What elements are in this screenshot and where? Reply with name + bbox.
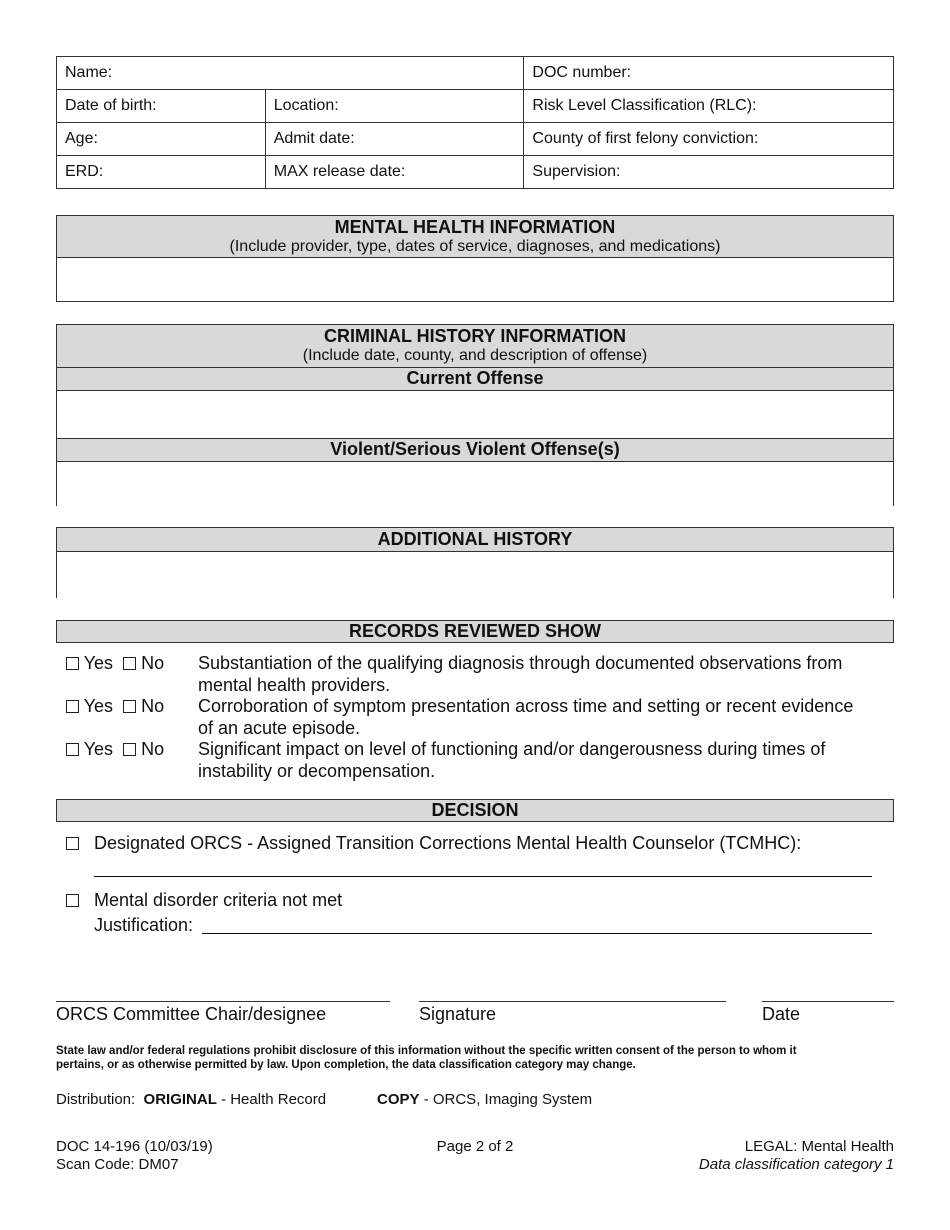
- erd-field[interactable]: ERD:: [57, 156, 266, 189]
- not-met-checkbox[interactable]: [66, 894, 79, 907]
- data-classification: Data classification category 1: [698, 1156, 894, 1173]
- criterion-text: [198, 695, 888, 739]
- page-number: Page 2 of 2: [436, 1138, 514, 1155]
- no-checkbox[interactable]: [123, 700, 136, 713]
- county-field[interactable]: County of first felony conviction:: [524, 123, 894, 156]
- dob-field[interactable]: Date of birth:: [57, 90, 266, 123]
- distribution-line: [56, 1091, 326, 1108]
- legal-category: LEGAL: Mental Health: [744, 1138, 894, 1155]
- criminal-history-subtitle: (Include date, county, and description of offense): [302, 347, 648, 364]
- criterion-text: [198, 738, 888, 782]
- chair-signature-line[interactable]: [56, 1001, 390, 1002]
- supervision-field[interactable]: Supervision:: [524, 156, 894, 189]
- mental-health-subtitle: (Include provider, type, dates of service, diagnoses, and medications): [229, 238, 721, 255]
- yes-checkbox[interactable]: [66, 743, 79, 756]
- distribution-original: ORIGINAL: [143, 1091, 217, 1108]
- additional-history-title: ADDITIONAL HISTORY: [57, 528, 893, 552]
- violent-offense-input[interactable]: [57, 462, 893, 508]
- signature-line[interactable]: [419, 1001, 726, 1002]
- criterion-line: of an acute episode.: [198, 718, 361, 738]
- criterion-line: mental health providers.: [198, 675, 391, 695]
- no-label: No: [141, 739, 165, 759]
- mental-health-title: MENTAL HEALTH INFORMATION: [334, 217, 616, 237]
- max-release-field[interactable]: MAX release date:: [265, 156, 524, 189]
- distribution-copy: [377, 1091, 592, 1108]
- decision-option-not-met: [66, 889, 886, 911]
- criminal-history-section: [56, 324, 894, 506]
- mental-health-header: [57, 216, 893, 258]
- chair-label: ORCS Committee Chair/designee: [56, 1004, 327, 1024]
- yes-no-options: [66, 652, 164, 674]
- signature-label: Signature: [419, 1004, 497, 1024]
- yes-no-options: [66, 738, 164, 760]
- mental-health-section: [56, 215, 894, 302]
- decision-title: DECISION: [57, 800, 893, 821]
- additional-history-input[interactable]: [57, 552, 893, 598]
- date-label: Date: [762, 1004, 801, 1024]
- yes-checkbox[interactable]: [66, 700, 79, 713]
- no-checkbox[interactable]: [123, 743, 136, 756]
- yes-label: Yes: [83, 739, 114, 759]
- decision-header: [56, 799, 894, 822]
- yes-no-options: [66, 695, 164, 717]
- name-field[interactable]: Name:: [57, 57, 524, 90]
- disclosure-line: pertains, or as otherwise permitted by law. Upon completion, the data classification category may change.: [56, 1059, 636, 1071]
- criterion-line: Significant impact on level of functioning and/or dangerousness during times of: [198, 739, 826, 759]
- mental-health-input[interactable]: [57, 258, 893, 301]
- footer-left: [56, 1138, 213, 1174]
- tcmhc-checkbox[interactable]: [66, 837, 79, 850]
- distribution-label: Distribution:: [56, 1091, 136, 1108]
- current-offense-input[interactable]: [57, 391, 893, 438]
- scan-code: Scan Code: DM07: [56, 1156, 179, 1173]
- distribution-original-dest: - Health Record: [221, 1091, 327, 1108]
- distribution-copy-dest: - ORCS, Imaging System: [423, 1091, 593, 1108]
- records-reviewed-header: [56, 620, 894, 643]
- criterion-text: [198, 652, 888, 696]
- distribution-copy-label: COPY: [377, 1091, 420, 1108]
- location-field[interactable]: Location:: [265, 90, 524, 123]
- criminal-history-title: CRIMINAL HISTORY INFORMATION: [323, 326, 626, 346]
- tcmhc-label: Designated ORCS - Assigned Transition Corrections Mental Health Counselor (TCMHC):: [94, 833, 802, 853]
- doc-number-field[interactable]: DOC number:: [524, 57, 894, 90]
- criminal-history-header: [57, 325, 893, 367]
- no-label: No: [141, 653, 165, 673]
- no-checkbox[interactable]: [123, 657, 136, 670]
- disclosure-line: State law and/or federal regulations prohibit disclosure of this information without the specific written consent of the person to whom it: [56, 1045, 797, 1057]
- table-row: [57, 156, 894, 189]
- justification-label: Justification:: [94, 915, 194, 935]
- rlc-field[interactable]: Risk Level Classification (RLC):: [524, 90, 894, 123]
- current-offense-header: Current Offense: [57, 367, 893, 391]
- admit-date-field[interactable]: Admit date:: [265, 123, 524, 156]
- criterion-line: Substantiation of the qualifying diagnosis through documented observations from: [198, 653, 843, 673]
- disclosure-notice: [56, 1044, 896, 1072]
- form-number: DOC 14-196 (10/03/19): [56, 1138, 213, 1155]
- criterion-line: instability or decompensation.: [198, 761, 436, 781]
- date-line[interactable]: [762, 1001, 894, 1002]
- criterion-line: Corroboration of symptom presentation across time and setting or recent evidence: [198, 696, 854, 716]
- table-row: [57, 57, 894, 90]
- decision-option-tcmhc: [66, 832, 886, 854]
- violent-offense-header: Violent/Serious Violent Offense(s): [57, 438, 893, 462]
- not-met-label: Mental disorder criteria not met: [94, 890, 343, 910]
- justification-line[interactable]: [202, 933, 872, 934]
- yes-label: Yes: [83, 653, 114, 673]
- records-reviewed-title: RECORDS REVIEWED SHOW: [57, 621, 893, 642]
- footer-right: [699, 1138, 894, 1174]
- yes-checkbox[interactable]: [66, 657, 79, 670]
- yes-label: Yes: [83, 696, 114, 716]
- age-field[interactable]: Age:: [57, 123, 266, 156]
- table-row: [57, 90, 894, 123]
- offender-info-table: [56, 56, 894, 189]
- tcmhc-name-line[interactable]: [94, 876, 872, 877]
- no-label: No: [141, 696, 165, 716]
- additional-history-section: [56, 527, 894, 598]
- table-row: [57, 123, 894, 156]
